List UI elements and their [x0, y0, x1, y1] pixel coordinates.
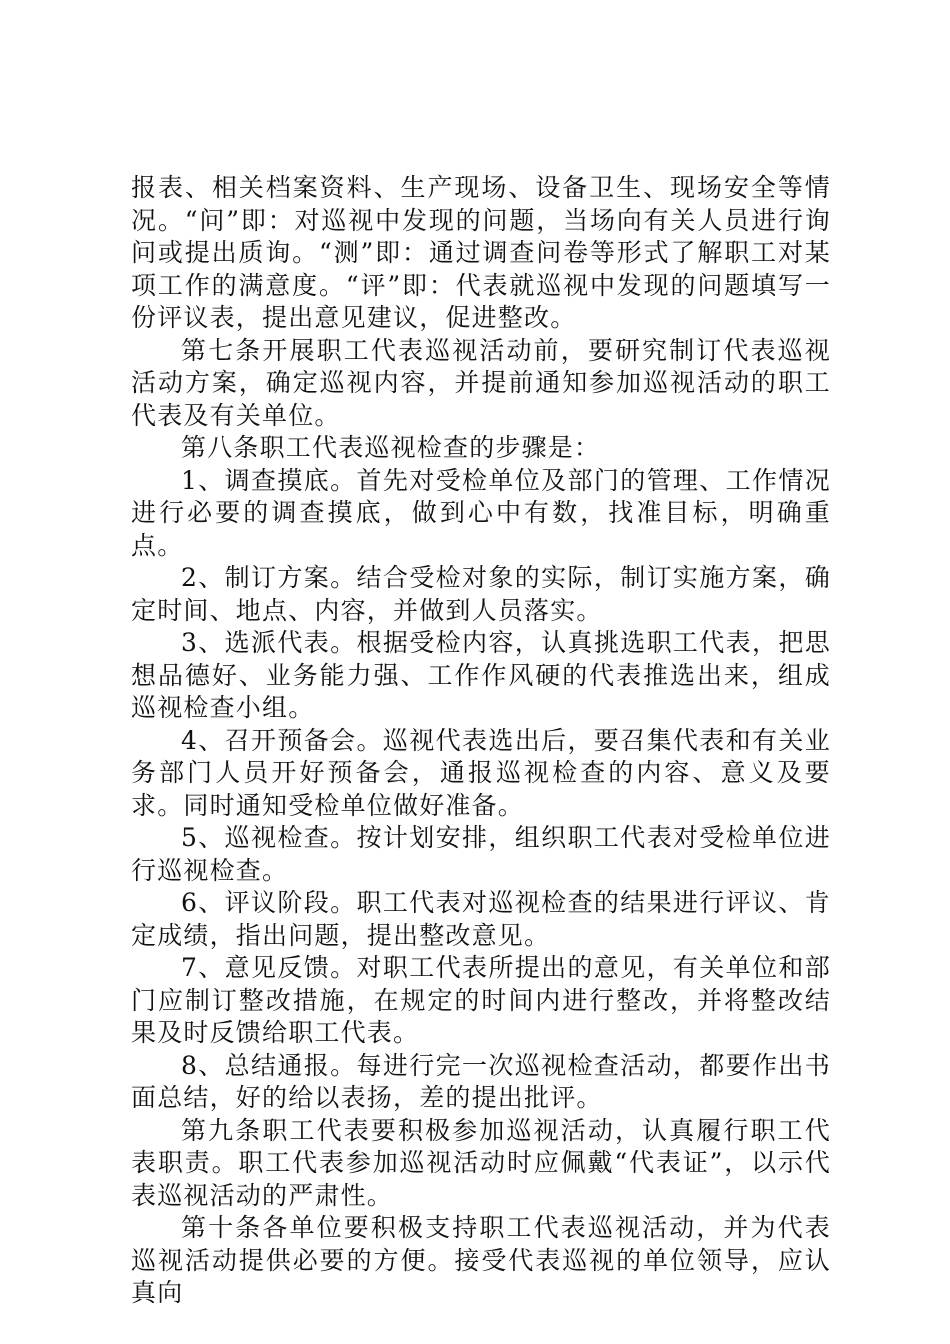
paragraph-continuation: 报表、相关档案资料、生产现场、设备卫生、现场安全等情况。“问”即：对巡视中发现的问题，当场向有关人员进行询问或提出质询。“测”即：通过调查问卷等形式了解职工对某项工作的满意度。“评”即：代表就巡视中发现的问题填写一份评议表，提出意见建议，促进整改。	[131, 173, 831, 332]
document-body	[131, 172, 831, 1310]
list-item-step-3: 3、选派代表。根据受检内容，认真挑选职工代表，把思想品德好、业务能力强、工作作风硬的代表推选出来，组成巡视检查小组。	[131, 628, 831, 722]
list-item-step-8: 8、总结通报。每进行完一次巡视检查活动，都要作出书面总结，好的给以表扬，差的提出批评。	[131, 1050, 831, 1112]
list-item-step-7: 7、意见反馈。对职工代表所提出的意见，有关单位和部门应制订整改措施，在规定的时间内进行整改，并将整改结果及时反馈给职工代表。	[131, 953, 831, 1047]
paragraph-article-8: 第八条职工代表巡视检查的步骤是：	[181, 433, 601, 462]
list-item-step-2: 2、制订方案。结合受检对象的实际，制订实施方案，确定时间、地点、内容，并做到人员落实。	[131, 563, 831, 625]
list-item-step-1: 1、调查摸底。首先对受检单位及部门的管理、工作情况进行必要的调查摸底，做到心中有数，找准目标，明确重点。	[131, 465, 831, 560]
list-item-step-6: 6、评议阶段。职工代表对巡视检查的结果进行评议、肯定成绩，指出问题，提出整改意见。	[131, 888, 831, 950]
paragraph-article-7: 第七条开展职工代表巡视活动前，要研究制订代表巡视活动方案，确定巡视内容，并提前通知参加巡视活动的职工代表及有关单位。	[131, 335, 831, 430]
paragraph-article-9: 第九条职工代表要积极参加巡视活动，认真履行职工代表职责。职工代表参加巡视活动时应佩戴“代表证”，以示代表巡视活动的严肃性。	[131, 1115, 831, 1210]
list-item-step-4: 4、召开预备会。巡视代表选出后，要召集代表和有关业务部门人员开好预备会，通报巡视检查的内容、意义及要求。同时通知受检单位做好准备。	[131, 725, 831, 820]
list-item-step-5: 5、巡视检查。按计划安排，组织职工代表对受检单位进行巡视检查。	[131, 823, 831, 885]
paragraph-article-10: 第十条各单位要积极支持职工代表巡视活动，并为代表巡视活动提供必要的方便。接受代表巡视的单位领导，应认真向	[131, 1213, 831, 1307]
